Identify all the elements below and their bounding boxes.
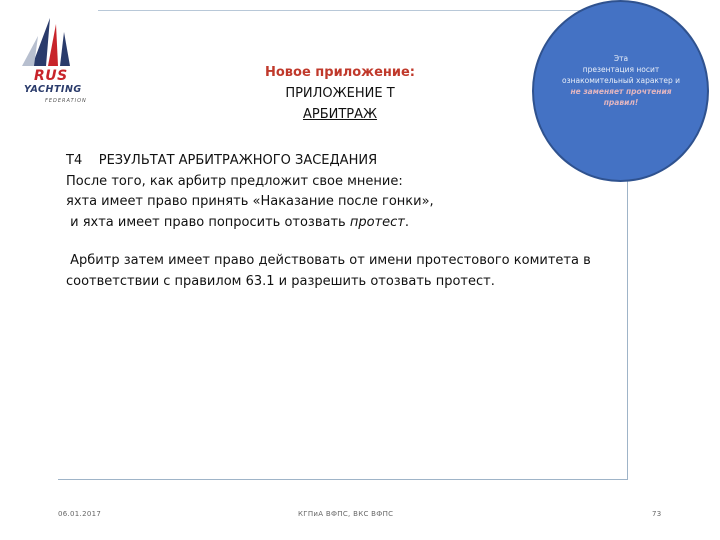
- notice-line-3: ознакомительный характер и: [562, 76, 680, 85]
- body-line-3-suffix: .: [404, 214, 409, 230]
- logo-federation-text: FEDERATION: [45, 98, 87, 104]
- footer-page-number: 73: [652, 510, 662, 518]
- notice-line-2: презентация носит: [582, 65, 660, 74]
- notice-text: [545, 53, 697, 108]
- appendix-title: ПРИЛОЖЕНИЕ Т: [285, 86, 395, 101]
- body-line-1: После того, как арбитр предложит свое мнение:: [66, 173, 403, 189]
- notice-line-1: Эта: [613, 54, 629, 63]
- body-paragraph-2: Арбитр затем имеет право действовать от имени протестового комитета в соответствии с правилом 63.1 и разрешить отозвать протест.: [66, 253, 595, 289]
- rus-yachting-logo: [12, 14, 92, 104]
- protest-term: протест: [349, 214, 405, 230]
- body-line-2: яхта имеет право принять «Наказание после гонки»,: [66, 194, 434, 209]
- footer-date: 06.01.2017: [58, 510, 102, 518]
- footer-organization: КГПиА ВФПС, ВКС ВФПС: [298, 510, 394, 518]
- logo-yachting-text: YACHTING: [24, 84, 82, 95]
- arbitration-title: АРБИТРАЖ: [302, 107, 378, 122]
- body-line-3-prefix: и яхта имеет право попросить отозвать: [66, 214, 350, 230]
- section-heading: Т4 РЕЗУЛЬТАТ АРБИТРАЖНОГО ЗАСЕДАНИЯ: [66, 153, 378, 168]
- notice-line-4: не заменяет прочтения: [570, 87, 672, 96]
- frame-bottom-line: [58, 479, 628, 480]
- sails-icon: [12, 14, 92, 70]
- slide-body: [66, 151, 596, 292]
- frame-top-line: [98, 10, 633, 11]
- slide-header: [200, 63, 480, 125]
- notice-line-5: правил!: [603, 98, 639, 107]
- logo-rus-letters: RUS: [34, 68, 68, 84]
- logo-rus-text: [34, 68, 68, 84]
- new-appendix-title: Новое приложение:: [264, 65, 416, 80]
- body-line-3: [66, 213, 596, 234]
